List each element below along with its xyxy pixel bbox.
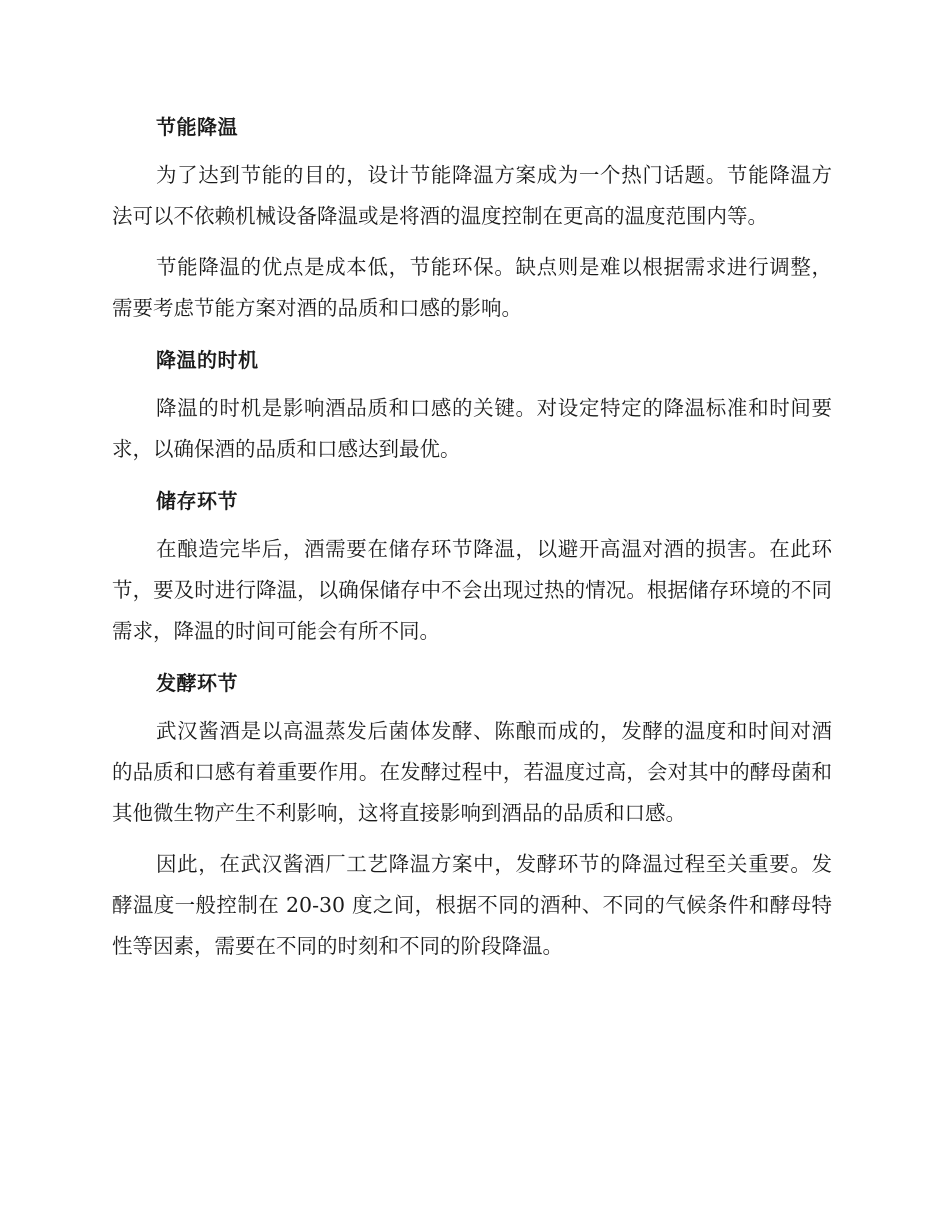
section-heading: 发酵环节 xyxy=(156,671,238,695)
paragraph: 在酿造完毕后，酒需要在储存环节降温，以避开高温对酒的损害。在此环节，要及时进行降温，以确保储存中不会出现过热的情况。根据储存环境的不同需求，降温的时间可能会有所不同。 xyxy=(112,537,832,643)
paragraph: 降温的时机是影响酒品质和口感的关键。对设定特定的降温标准和时间要求，以确保酒的品质和口感达到最优。 xyxy=(112,396,832,461)
paragraph: 武汉酱酒是以高温蒸发后菌体发酵、陈酿而成的，发酵的温度和时间对酒的品质和口感有着重要作用。在发酵过程中，若温度过高，会对其中的酵母菌和其他微生物产生不利影响，这将直接影响到酒品的品质和口感。 xyxy=(112,719,832,825)
paragraph: 为了达到节能的目的，设计节能降温方案成为一个热门话题。节能降温方法可以不依赖机械设备降温或是将酒的温度控制在更高的温度范围内等。 xyxy=(112,163,832,228)
paragraph: 节能降温的优点是成本低，节能环保。缺点则是难以根据需求进行调整，需要考虑节能方案对酒的品质和口感的影响。 xyxy=(112,255,832,320)
section-heading: 降温的时机 xyxy=(156,348,259,372)
section-heading: 储存环节 xyxy=(156,489,238,513)
paragraph: 因此，在武汉酱酒厂工艺降温方案中，发酵环节的降温过程至关重要。发酵温度一般控制在 20-30 度之间，根据不同的酒种、不同的气候条件和酵母特性等因素，需要在不同的时刻和不同的阶段降温。 xyxy=(112,852,832,958)
document-page xyxy=(112,108,832,967)
section-heading: 节能降温 xyxy=(156,115,238,139)
